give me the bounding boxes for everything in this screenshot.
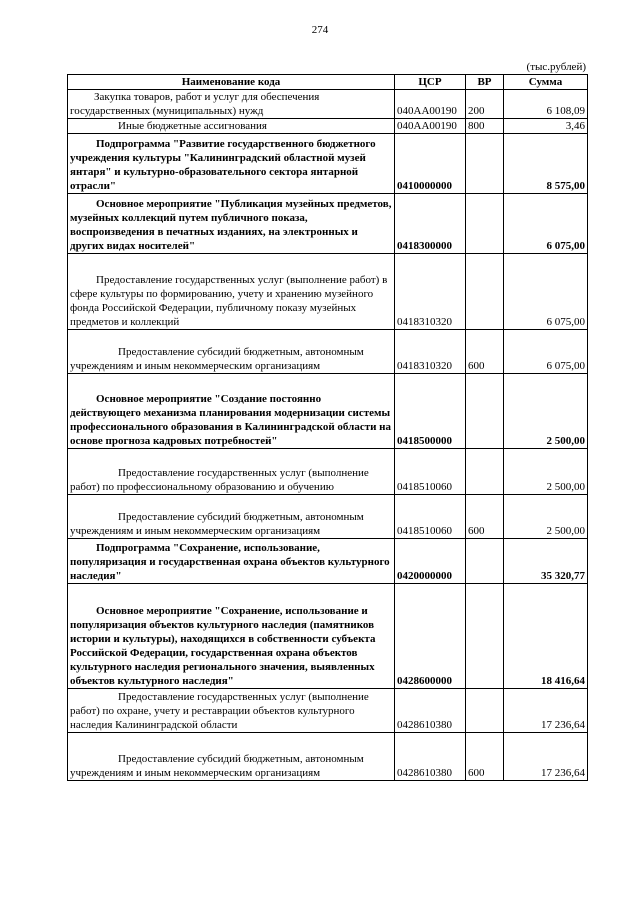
row-vr [466, 584, 504, 689]
row-name: Основное мероприятие "Создание постоянно действующего механизма планирования модернизации системы профессионального образования в Калининградской области на основе прогноза кадровых потребностей" [68, 374, 395, 449]
row-csr: 0418300000 [395, 194, 466, 254]
row-name: Предоставление государственных услуг (выполнение работ) по охране, учету и реставрации объектов культурного наследия Калининградской области [68, 689, 395, 733]
row-name: Предоставление государственных услуг (выполнение работ) по профессиональному образованию и обучению [68, 449, 395, 495]
row-vr [466, 254, 504, 330]
page-number: 274 [311, 24, 329, 36]
row-name: Предоставление субсидий бюджетным, автономным учреждениям и иным некоммерческим организациям [68, 733, 395, 781]
row-sum: 17 236,64 [504, 689, 588, 733]
row-name: Предоставление государственных услуг (выполнение работ) в сфере культуры по формированию, учету и хранению музейного фонда Российской Федерации, публичному показу музейных предметов и коллекций [68, 254, 395, 330]
row-csr: 0420000000 [395, 539, 466, 584]
table-row [68, 90, 588, 119]
header-vr: ВР [466, 75, 504, 90]
row-sum: 2 500,00 [504, 449, 588, 495]
row-vr: 600 [466, 733, 504, 781]
row-sum: 2 500,00 [504, 495, 588, 539]
row-sum: 6 108,09 [504, 90, 588, 119]
row-csr: 0428600000 [395, 584, 466, 689]
row-csr: 0418510060 [395, 449, 466, 495]
table-row [68, 539, 588, 584]
row-sum: 6 075,00 [504, 194, 588, 254]
row-csr: 0418510060 [395, 495, 466, 539]
row-csr: 040AA00190 [395, 119, 466, 134]
row-vr [466, 374, 504, 449]
row-name: Предоставление субсидий бюджетным, автономным учреждениям и иным некоммерческим организациям [68, 330, 395, 374]
row-name: Подпрограмма "Сохранение, использование, популяризация и государственная охрана объектов культурного наследия" [68, 539, 395, 584]
table-row [68, 689, 588, 733]
row-csr: 0410000000 [395, 134, 466, 194]
row-sum: 6 075,00 [504, 330, 588, 374]
table-row [68, 584, 588, 689]
row-sum: 18 416,64 [504, 584, 588, 689]
budget-table [67, 74, 588, 781]
row-vr [466, 449, 504, 495]
table-row [68, 733, 588, 781]
table-row [68, 495, 588, 539]
row-csr: 0418310320 [395, 330, 466, 374]
row-name: Закупка товаров, работ и услуг для обеспечения государственных (муниципальных) нужд [68, 90, 395, 119]
row-sum: 8 575,00 [504, 134, 588, 194]
row-vr [466, 539, 504, 584]
table-row [68, 134, 588, 194]
row-name: Основное мероприятие "Сохранение, использование и популяризация объектов культурного наследия (памятников истории и культуры), находящихся в собственности субъекта Российской Федерации, государственная охрана объектов культурного наследия регионального значения, выявленных объектов культурного наследия" [68, 584, 395, 689]
row-vr [466, 194, 504, 254]
row-csr: 040AA00190 [395, 90, 466, 119]
row-sum: 17 236,64 [504, 733, 588, 781]
row-vr [466, 134, 504, 194]
unit-label: (тыс.рублей) [526, 61, 586, 73]
row-vr: 800 [466, 119, 504, 134]
row-name: Основное мероприятие "Публикация музейных предметов, музейных коллекций путем публичного показа, воспроизведения в печатных изданиях, на электронных и других видах носителей" [68, 194, 395, 254]
table-row [68, 119, 588, 134]
header-csr: ЦСР [395, 75, 466, 90]
table-row [68, 330, 588, 374]
row-csr: 0418310320 [395, 254, 466, 330]
table-row [68, 254, 588, 330]
table-row [68, 194, 588, 254]
row-name: Подпрограмма "Развитие государственного бюджетного учреждения культуры "Калининградский областной музей янтаря" и культурно-образовательного сектора янтарной отрасли" [68, 134, 395, 194]
row-vr: 600 [466, 330, 504, 374]
table-header-row [68, 75, 588, 90]
row-sum: 2 500,00 [504, 374, 588, 449]
row-sum: 3,46 [504, 119, 588, 134]
row-vr [466, 689, 504, 733]
row-sum: 6 075,00 [504, 254, 588, 330]
header-sum: Сумма [504, 75, 588, 90]
row-csr: 0428610380 [395, 733, 466, 781]
table-row [68, 374, 588, 449]
header-name: Наименование кода [68, 75, 395, 90]
row-name: Предоставление субсидий бюджетным, автономным учреждениям и иным некоммерческим организациям [68, 495, 395, 539]
row-csr: 0418500000 [395, 374, 466, 449]
table-row [68, 449, 588, 495]
row-name: Иные бюджетные ассигнования [68, 119, 395, 134]
row-vr: 200 [466, 90, 504, 119]
row-sum: 35 320,77 [504, 539, 588, 584]
row-csr: 0428610380 [395, 689, 466, 733]
row-vr: 600 [466, 495, 504, 539]
